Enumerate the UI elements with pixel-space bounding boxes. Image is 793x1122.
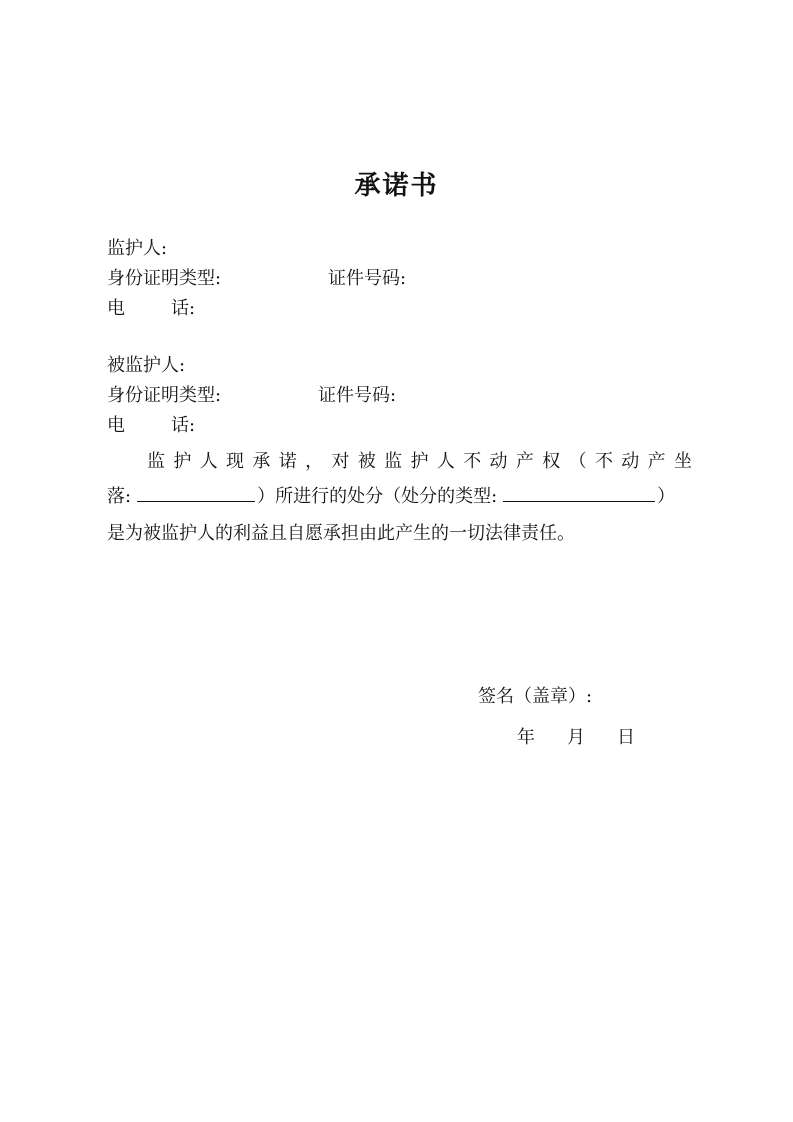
pledge-disposal-label: ）所进行的处分（处分的类型:: [257, 486, 498, 507]
document-title: 承诺书: [354, 171, 439, 201]
guardian-phone-label-b: 话:: [171, 298, 196, 319]
pledge-line-2: [107, 479, 692, 514]
guardian-name-label: 监护人:: [107, 238, 168, 259]
pledge-location-label: 落:: [107, 486, 132, 507]
date-day: 日: [617, 727, 635, 748]
disposal-type-blank: [503, 483, 655, 502]
date-month: 月: [567, 727, 585, 748]
ward-phone-label-a: 电: [107, 415, 125, 436]
guardian-phone-label-a: 电: [107, 298, 125, 319]
pledge-line-3: 是为被监护人的利益且自愿承担由此产生的一切法律责任。: [107, 523, 575, 544]
date-year: 年: [517, 727, 535, 748]
signature-label: 签名（盖章）:: [478, 686, 593, 707]
location-blank: [137, 483, 255, 502]
ward-id-number-label: 证件号码:: [318, 385, 397, 406]
ward-phone-label: [107, 413, 195, 439]
guardian-id-type-label: 身份证明类型:: [107, 268, 222, 289]
guardian-id-number-label: 证件号码:: [328, 268, 407, 289]
pledge-line-1: 监护人现承诺，对被监护人不动产权（不动产坐: [147, 451, 692, 472]
ward-id-type-label: 身份证明类型:: [107, 385, 222, 406]
ward-phone-label-b: 话:: [171, 415, 196, 436]
guardian-phone-label: [107, 296, 195, 322]
ward-name-label: 被监护人:: [107, 355, 186, 376]
pledge-close-paren: ）: [657, 486, 676, 507]
